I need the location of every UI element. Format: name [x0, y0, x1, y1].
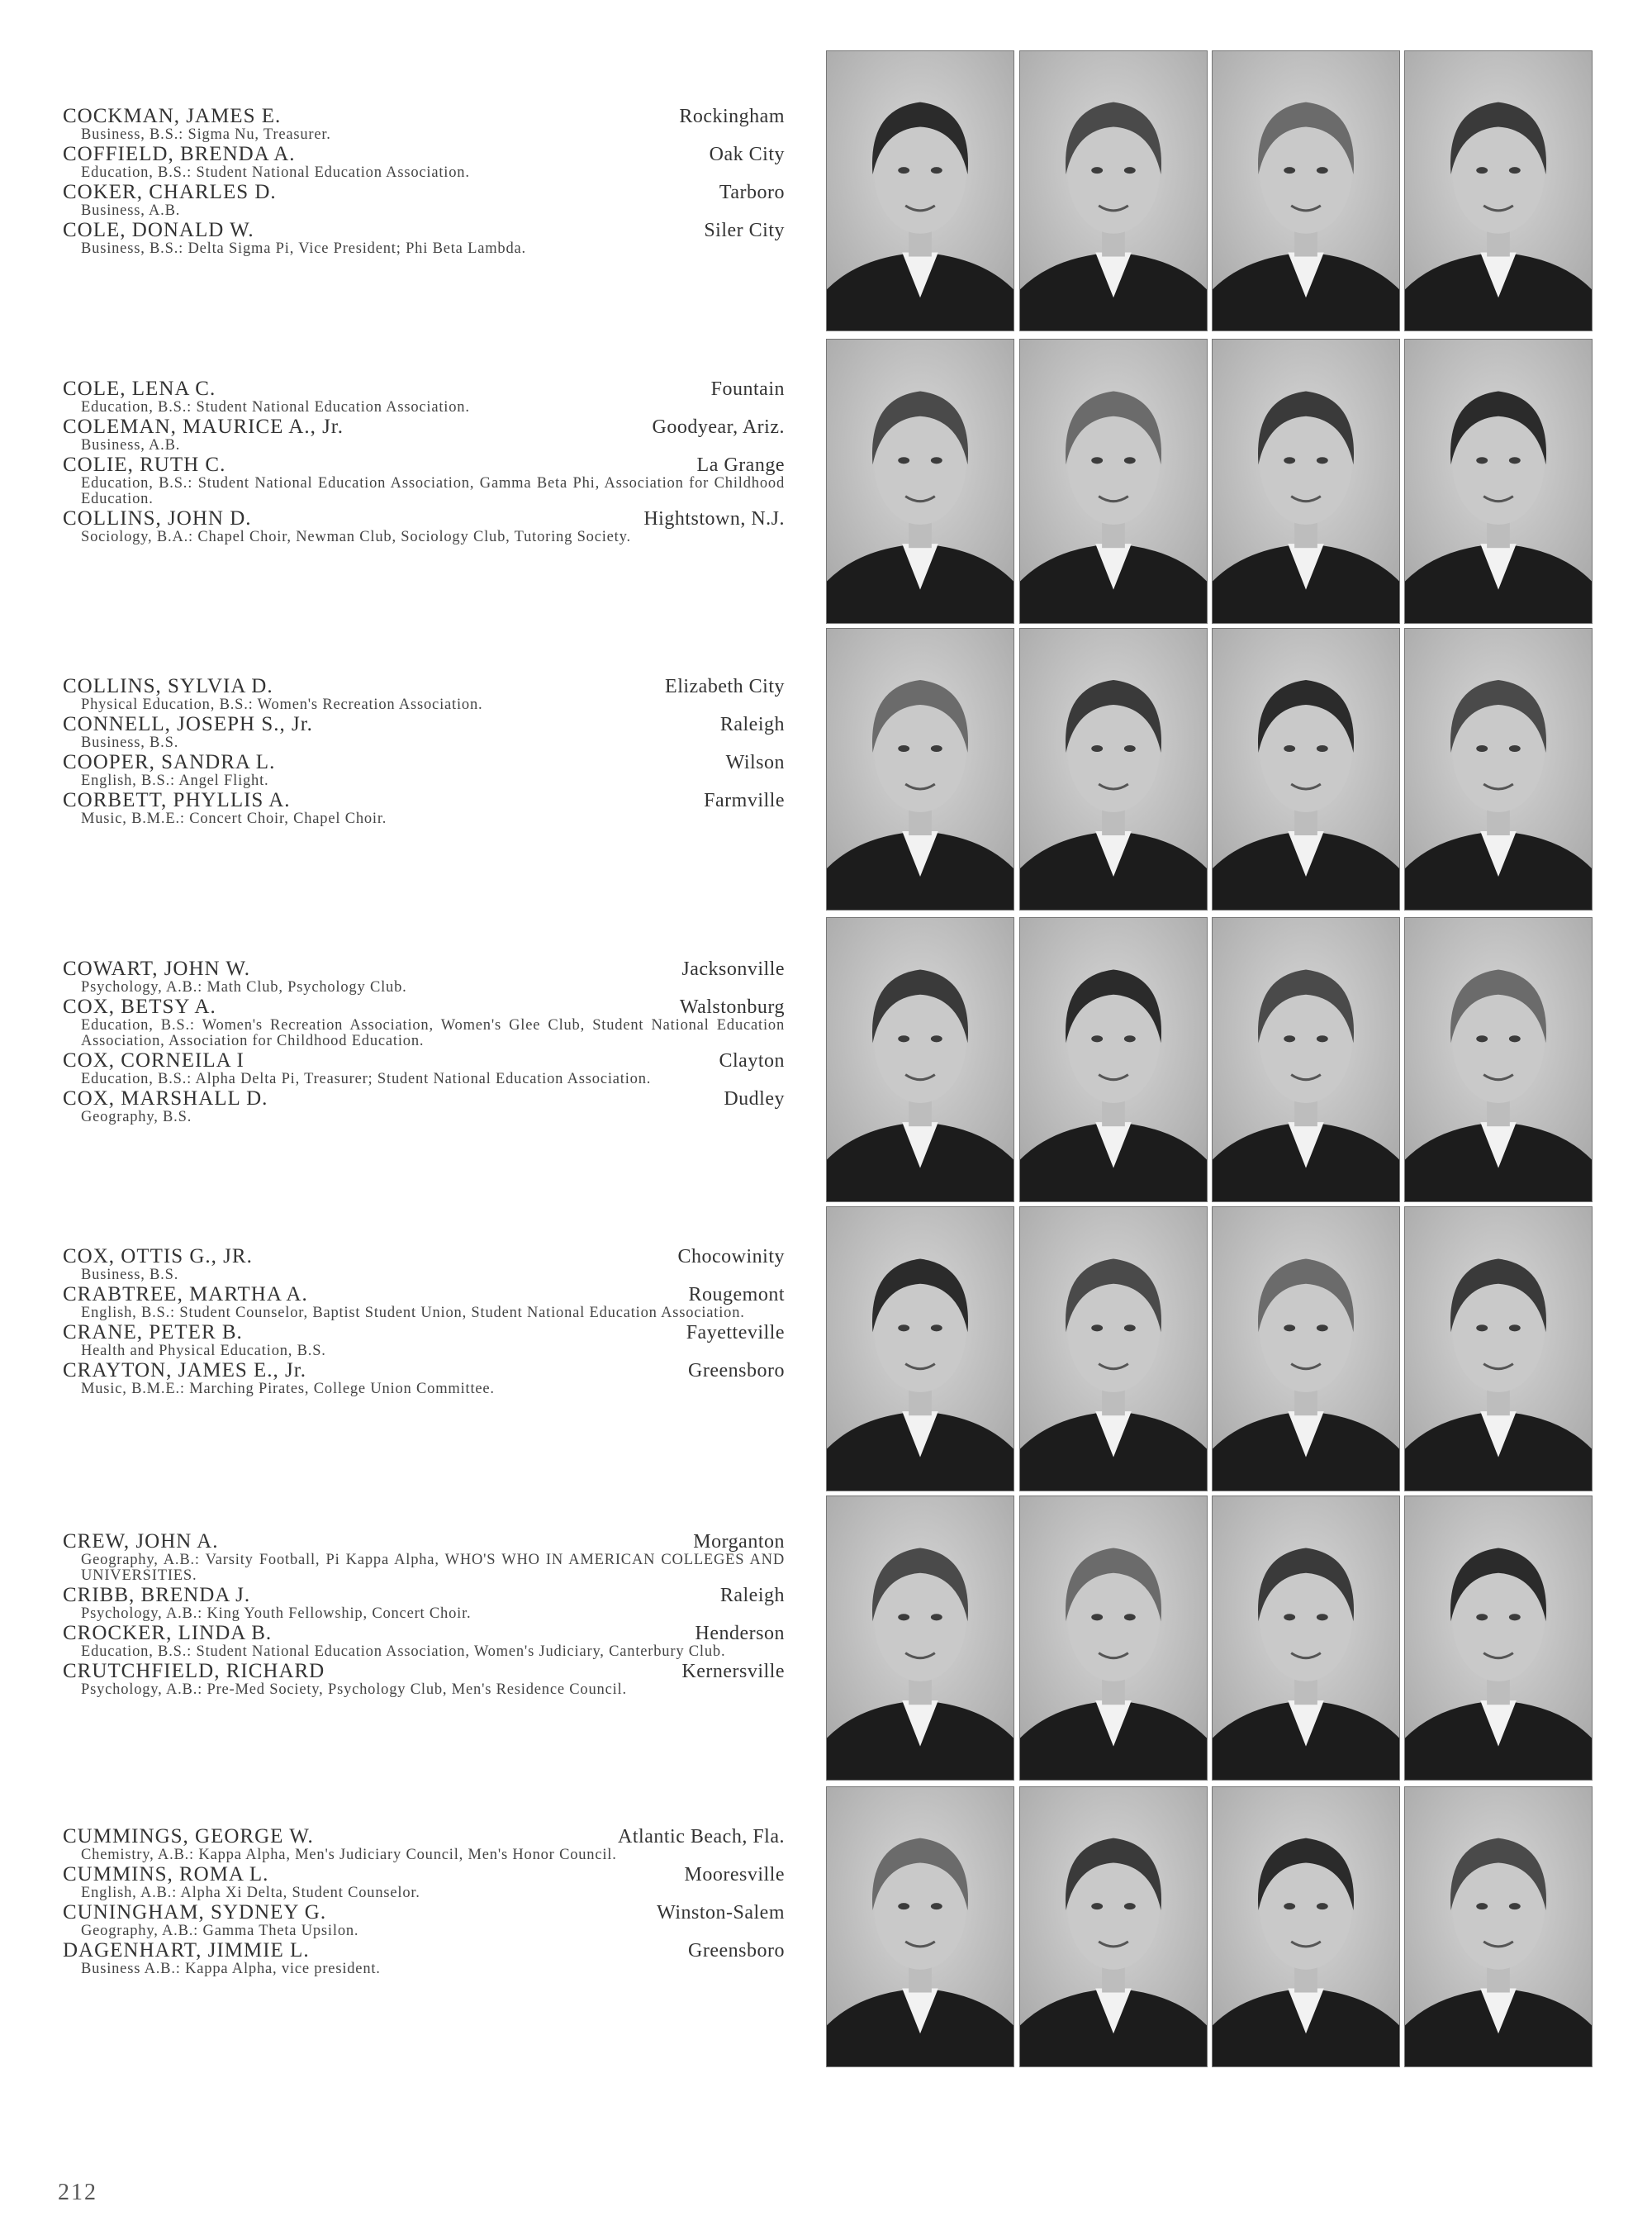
student-hometown: Rougemont: [688, 1284, 785, 1305]
student-hometown: Walstonburg: [679, 996, 785, 1018]
student-hometown: Fountain: [710, 378, 785, 400]
student-details: Geography, B.S.: [81, 1109, 192, 1125]
student-hometown: Atlantic Beach, Fla.: [618, 1826, 785, 1847]
student-hometown: Kernersville: [681, 1661, 785, 1682]
student-details: Music, B.M.E.: Concert Choir, Chapel Choir.: [81, 811, 387, 827]
student-details: Business, B.S.: [81, 735, 179, 751]
student-name: CRIBB, BRENDA J.: [63, 1584, 251, 1606]
student-details: Business, A.B.: [81, 437, 181, 454]
student-hometown: Wilson: [725, 752, 785, 773]
student-name: CRANE, PETER B.: [63, 1321, 243, 1343]
student-portrait: [1404, 339, 1593, 624]
student-name: CORBETT, PHYLLIS A.: [63, 789, 291, 811]
student-name: COX, CORNEILA I: [63, 1049, 244, 1072]
student-portrait: [826, 50, 1014, 331]
student-entry: [63, 752, 785, 789]
student-details: Chemistry, A.B.: Kappa Alpha, Men's Judiciary Council, Men's Honor Council.: [81, 1847, 617, 1863]
student-name: COX, MARSHALL D.: [63, 1087, 268, 1110]
student-details: Music, B.M.E.: Marching Pirates, College Union Committee.: [81, 1381, 495, 1397]
entry-group: [63, 958, 785, 1125]
student-portrait: [1019, 339, 1208, 624]
student-entry: [63, 714, 785, 751]
student-details: English, B.S.: Angel Flight.: [81, 773, 269, 789]
student-details: Psychology, A.B.: Math Club, Psychology Club.: [81, 979, 407, 996]
student-entry: [63, 378, 785, 416]
student-entry: [63, 1661, 785, 1698]
student-details: Education, B.S.: Student National Education Association, Women's Judiciary, Canterbury Club.: [81, 1643, 726, 1660]
student-hometown: Tarboro: [719, 182, 785, 203]
student-portrait: [1404, 917, 1593, 1202]
student-portrait: [1212, 339, 1400, 624]
student-name: COX, OTTIS G., JR.: [63, 1245, 253, 1267]
student-hometown: Dudley: [724, 1088, 785, 1110]
student-details: Psychology, A.B.: Pre-Med Society, Psychology Club, Men's Residence Council.: [81, 1681, 627, 1698]
student-entry: [63, 1940, 785, 1977]
student-hometown: Oak City: [709, 144, 785, 165]
student-portrait: [1019, 628, 1208, 911]
student-name: COLLINS, JOHN D.: [63, 507, 252, 530]
student-details: Education, B.S.: Alpha Delta Pi, Treasurer; Student National Education Association.: [81, 1071, 652, 1087]
student-portrait: [1212, 628, 1400, 911]
student-details: Education, B.S.: Student National Education Association.: [81, 164, 470, 181]
student-name: DAGENHART, JIMMIE L.: [63, 1939, 310, 1962]
student-details: Business A.B.: Kappa Alpha, vice president.: [81, 1961, 381, 1977]
student-entry: [63, 144, 785, 181]
student-name: COX, BETSY A.: [63, 996, 216, 1018]
student-details: Physical Education, B.S.: Women's Recreation Association.: [81, 697, 483, 713]
student-entry: [63, 1088, 785, 1125]
student-details: English, A.B.: Alpha Xi Delta, Student Counselor.: [81, 1885, 420, 1901]
student-entry: [63, 1284, 785, 1321]
student-portrait: [1212, 1206, 1400, 1491]
student-name: CROCKER, LINDA B.: [63, 1622, 273, 1644]
student-entry: [63, 1360, 785, 1397]
student-entry: [63, 1246, 785, 1283]
student-entry: [63, 676, 785, 713]
student-entry: [63, 996, 785, 1049]
student-entry: [63, 416, 785, 454]
student-name: COLE, DONALD W.: [63, 219, 254, 241]
student-portrait: [826, 1496, 1014, 1781]
student-details: Business, B.S.: Sigma Nu, Treasurer.: [81, 126, 331, 143]
entry-group: [63, 676, 785, 827]
student-hometown: Elizabeth City: [665, 676, 785, 697]
student-entry: [63, 1826, 785, 1863]
student-name: COLEMAN, MAURICE A., Jr.: [63, 416, 344, 438]
student-portrait: [1404, 1496, 1593, 1781]
student-name: COLE, LENA C.: [63, 378, 216, 400]
student-hometown: Farmville: [704, 790, 785, 811]
student-details: Geography, A.B.: Gamma Theta Upsilon.: [81, 1923, 359, 1939]
student-portrait: [1404, 1206, 1593, 1491]
student-portrait: [1019, 1786, 1208, 2067]
student-name: COLLINS, SYLVIA D.: [63, 675, 273, 697]
entry-group: [63, 1246, 785, 1397]
entry-group: [63, 1531, 785, 1698]
student-portrait: [826, 917, 1014, 1202]
student-entry: [63, 220, 785, 257]
student-hometown: La Grange: [696, 454, 785, 476]
student-name: COWART, JOHN W.: [63, 958, 250, 980]
student-entry: [63, 1322, 785, 1359]
student-portrait: [826, 1206, 1014, 1491]
student-hometown: Chocowinity: [677, 1246, 785, 1267]
student-name: COKER, CHARLES D.: [63, 181, 277, 203]
student-portrait: [826, 339, 1014, 624]
student-entry: [63, 790, 785, 827]
student-entry: [63, 508, 785, 545]
student-details: Education, B.S.: Student National Education Association.: [81, 399, 470, 416]
student-name: CREW, JOHN A.: [63, 1530, 219, 1553]
student-details: Sociology, B.A.: Chapel Choir, Newman Club, Sociology Club, Tutoring Society.: [81, 529, 631, 545]
student-entry: [63, 958, 785, 996]
student-hometown: Goodyear, Ariz.: [652, 416, 785, 438]
student-portrait: [1019, 50, 1208, 331]
student-portrait: [1404, 628, 1593, 911]
page-number: 212: [58, 2180, 97, 2205]
student-details: Business, A.B.: [81, 202, 181, 219]
student-name: COOPER, SANDRA L.: [63, 751, 276, 773]
entry-group: [63, 106, 785, 257]
student-entry: [63, 1531, 785, 1584]
student-details: Business, B.S.: [81, 1267, 179, 1283]
student-hometown: Rockingham: [679, 106, 785, 127]
student-details: Business, B.S.: Delta Sigma Pi, Vice President; Phi Beta Lambda.: [81, 240, 526, 257]
student-entry: [63, 1902, 785, 1939]
student-entry: [63, 1050, 785, 1087]
student-portrait: [826, 1786, 1014, 2067]
student-name: COCKMAN, JAMES E.: [63, 105, 282, 127]
student-entry: [63, 1864, 785, 1901]
student-details: Education, B.S.: Women's Recreation Association, Women's Glee Club, Student National Education Association, Association for Childhood Education.: [81, 1017, 785, 1049]
student-entry: [63, 1623, 785, 1660]
student-details: English, B.S.: Student Counselor, Baptist Student Union, Student National Education Association.: [81, 1305, 745, 1321]
student-portrait: [826, 628, 1014, 911]
student-hometown: Raleigh: [719, 1585, 785, 1606]
student-hometown: Clayton: [719, 1050, 785, 1072]
student-details: Geography, A.B.: Varsity Football, Pi Kappa Alpha, WHO'S WHO IN AMERICAN COLLEGES AND UNIVERSITIES.: [81, 1552, 785, 1584]
student-hometown: Raleigh: [719, 714, 785, 735]
student-details: Education, B.S.: Student National Education Association, Gamma Beta Phi, Association for Childhood Education.: [81, 475, 785, 507]
entry-group: [63, 1826, 785, 1977]
student-hometown: Greensboro: [688, 1940, 785, 1962]
student-hometown: Henderson: [695, 1623, 785, 1644]
student-hometown: Greensboro: [688, 1360, 785, 1381]
student-hometown: Fayetteville: [686, 1322, 785, 1343]
student-name: CONNELL, JOSEPH S., Jr.: [63, 713, 313, 735]
student-hometown: Jacksonville: [681, 958, 785, 980]
student-details: Health and Physical Education, B.S.: [81, 1343, 326, 1359]
student-entry: [63, 454, 785, 507]
student-name: CRABTREE, MARTHA A.: [63, 1283, 308, 1305]
student-hometown: Morganton: [693, 1531, 785, 1553]
entry-group: [63, 378, 785, 545]
student-entry: [63, 1585, 785, 1622]
student-hometown: Siler City: [704, 220, 785, 241]
student-portrait: [1212, 917, 1400, 1202]
student-hometown: Winston-Salem: [657, 1902, 785, 1924]
student-name: CUMMINGS, GEORGE W.: [63, 1825, 314, 1847]
student-name: CUMMINS, ROMA L.: [63, 1863, 269, 1885]
student-portrait: [1212, 1496, 1400, 1781]
student-portrait: [1019, 1206, 1208, 1491]
student-entry: [63, 106, 785, 143]
student-name: CRUTCHFIELD, RICHARD: [63, 1660, 325, 1682]
student-portrait: [1019, 917, 1208, 1202]
student-name: COLIE, RUTH C.: [63, 454, 226, 476]
student-hometown: Mooresville: [684, 1864, 785, 1885]
student-name: COFFIELD, BRENDA A.: [63, 143, 296, 165]
student-portrait: [1019, 1496, 1208, 1781]
student-hometown: Hightstown, N.J.: [643, 508, 785, 530]
student-name: CRAYTON, JAMES E., Jr.: [63, 1359, 306, 1381]
student-portrait: [1404, 1786, 1593, 2067]
student-details: Psychology, A.B.: King Youth Fellowship, Concert Choir.: [81, 1605, 472, 1622]
student-portrait: [1212, 50, 1400, 331]
student-entry: [63, 182, 785, 219]
student-name: CUNINGHAM, SYDNEY G.: [63, 1901, 327, 1924]
student-portrait: [1404, 50, 1593, 331]
student-portrait: [1212, 1786, 1400, 2067]
